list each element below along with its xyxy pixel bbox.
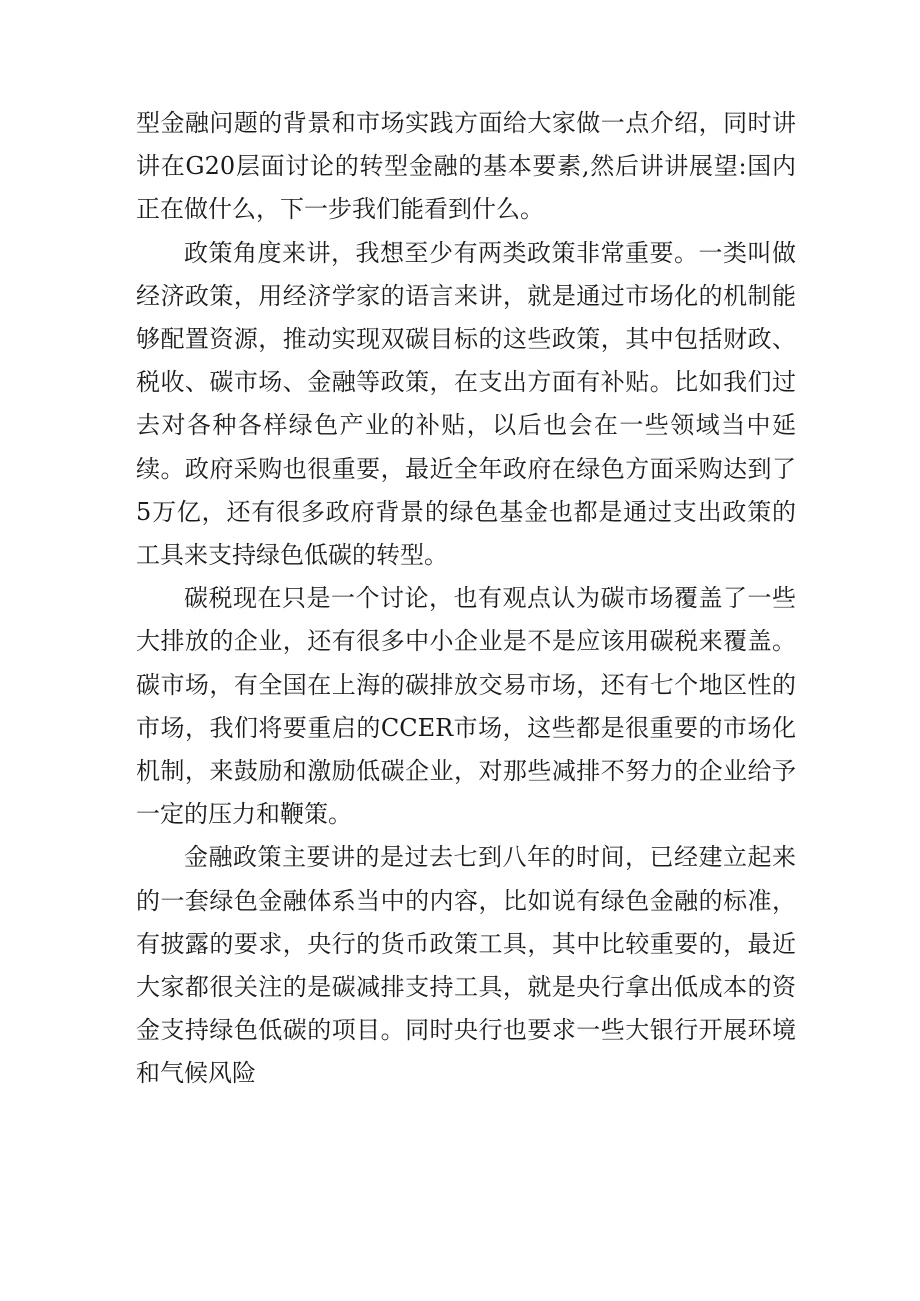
paragraph-financial-policy: 金融政策主要讲的是过去七到八年的时间，已经建立起来的一套绿色金融体系当中的内容，比如说有绿色金融的标准，有披露的要求，央行的货币政策工具，其中比较重要的，最近大家都很关注的是碳减排支持工具，就是央行拿出低成本的资金支持绿色低碳的项目。同时央行也要求一些大银行开展环境和气候风险 bbox=[136, 843, 796, 1088]
document-body bbox=[136, 102, 796, 1096]
paragraph-policy-types: 政策角度来讲，我想至少有两类政策非常重要。一类叫做经济政策，用经济学家的语言来讲，就是通过市场化的机制能够配置资源，推动实现双碳目标的这些政策，其中包括财政、税收、碳市场、金融等政策，在支出方面有补贴。比如我们过去对各种各样绿色产业的补贴，以后也会在一些领域当中延续。政府采购也很重要，最近全年政府在绿色方面采购达到了5万亿，还有很多政府背景的绿色基金也都是通过支出政策的工具来支持绿色低碳的转型。 bbox=[136, 238, 796, 570]
paragraph-continuation: 型金融问题的背景和市场实践方面给大家做一点介绍，同时讲讲在G20层面讨论的转型金融的基本要素,然后讲讲展望:国内正在做什么，下一步我们能看到什么。 bbox=[136, 109, 796, 224]
paragraph-carbon-tax: 碳税现在只是一个讨论，也有观点认为碳市场覆盖了一些大排放的企业，还有很多中小企业是不是应该用碳税来覆盖。碳市场，有全国在上海的碳排放交易市场，还有七个地区性的市场，我们将要重启的CCER市场，这些都是很重要的市场化机制，来鼓励和激励低碳企业，对那些减排不努力的企业给予一定的压力和鞭策。 bbox=[136, 584, 796, 829]
